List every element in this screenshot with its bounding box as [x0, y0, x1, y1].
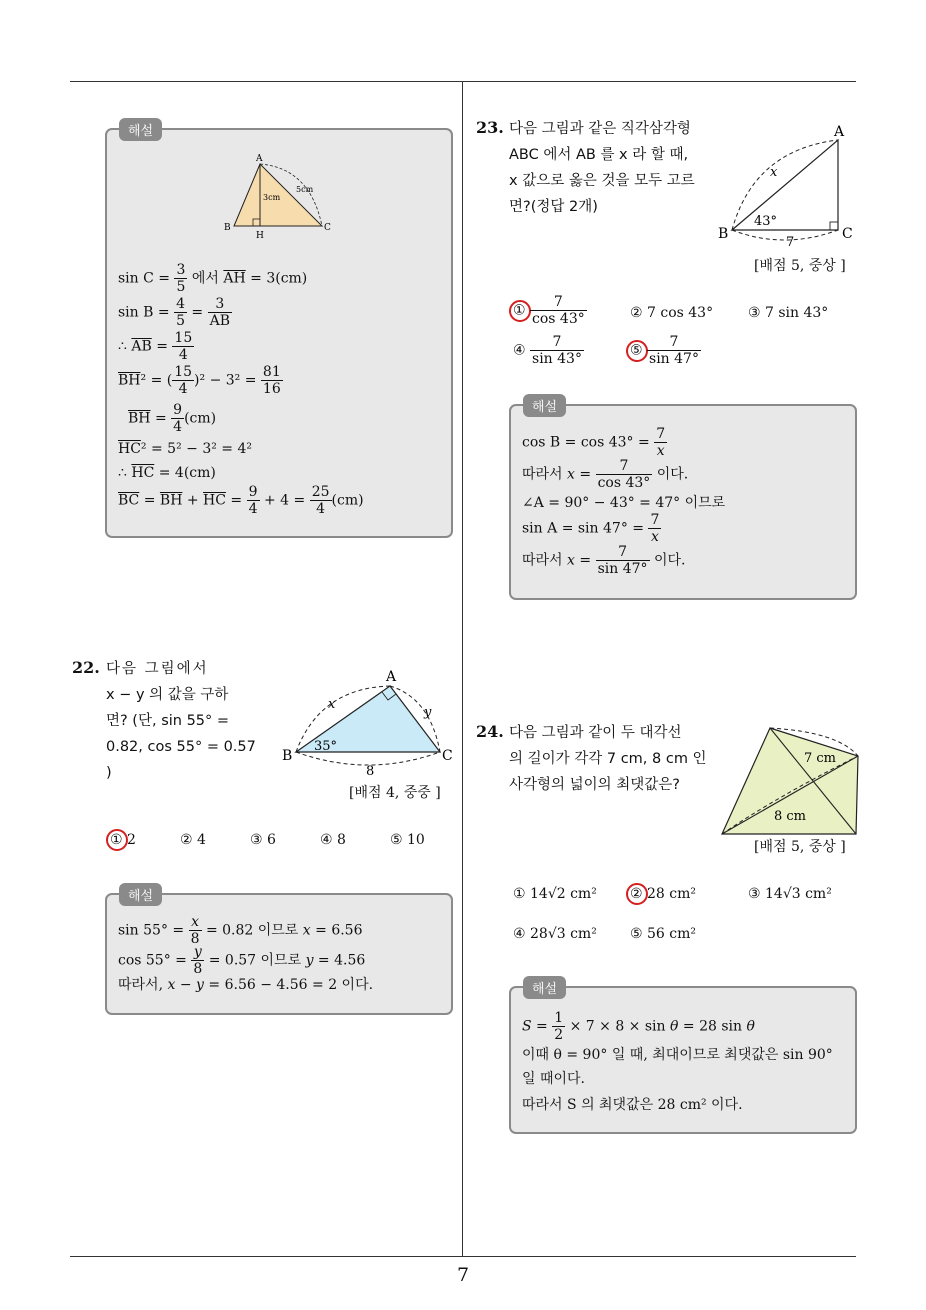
top-rule [70, 81, 856, 82]
q24-quadrilateral-figure [718, 722, 864, 838]
q24-choice-2[interactable]: ② 28 cm² [630, 886, 696, 902]
q24-choice-4[interactable]: ④ 28√3 cm² [513, 926, 597, 942]
q24-number: 24. [476, 722, 504, 741]
q22-choice-1[interactable]: ① 2 [110, 832, 136, 848]
q23-text-line-1: 다음 그림과 같은 직각삼각형 [509, 121, 691, 137]
q22-label-c: C [442, 748, 453, 764]
q22-label-base: 8 [366, 764, 375, 779]
q23-text [509, 116, 709, 220]
q23-text-line-2: ABC 에서 AB 를 x 라 할 때, [509, 147, 689, 163]
q22-sol-line-2: cos 55° = $\frac{y}{8}$ = 0.57 이므로 y = 4.56 [118, 944, 366, 977]
q22-choice-4[interactable]: ④ 8 [320, 832, 346, 848]
q24-sol-line-4: 따라서 S 의 최댓값은 28 cm² 이다. [522, 1097, 743, 1113]
q23-choice-4[interactable]: ④ $\frac{7}{\sin 43^\circ}$ [513, 334, 582, 367]
q22-choice-3[interactable]: ③ 6 [250, 832, 276, 848]
q22-text-line-2: x − y 의 값을 구하 [106, 687, 229, 703]
q22-label-angle: 35° [314, 739, 338, 754]
q21-sol-line-3: ∴ $\overline{AB}$ = $\frac{15}{4}$ [118, 330, 193, 363]
q23-choice-5[interactable]: ⑤ $\frac{7}{\sin 47^\circ}$ [630, 334, 699, 367]
q24-choice-5[interactable]: ⑤ 56 cm² [630, 926, 696, 942]
q23-text-line-3: x 값으로 옳은 것을 모두 고르 [509, 173, 695, 189]
q23-choice-1[interactable]: ① $\frac{7}{\cos 43^\circ}$ [513, 294, 585, 327]
q23-triangle-figure [714, 120, 864, 252]
q24-label-d1: 7 cm [804, 751, 837, 766]
q23-sol-line-1: cos B = cos 43° = $\frac{7}{x}$ [522, 426, 666, 459]
q22-text-line-4: 0.82, cos 55° = 0.57 ) [106, 739, 256, 781]
page-number: 7 [456, 1264, 470, 1286]
q22-text-line-1: 다음 그림에서 [106, 661, 209, 677]
q23-label-c: C [842, 226, 853, 242]
q21-label-a: A [256, 154, 263, 164]
q24-sol-line-3: 일 때이다. [522, 1071, 585, 1087]
q22-points: [배점 4, 중중 ] [349, 785, 441, 801]
q22-sol-line-1: sin 55° = $\frac{x}{8}$ = 0.82 이므로 x = 6.56 [118, 914, 363, 947]
q21-label-b: B [224, 223, 231, 233]
q24-choice-1[interactable]: ① 14√2 cm² [513, 886, 597, 902]
q24-text-line-1: 다음 그림과 같이 두 대각선 [509, 725, 682, 741]
q23-label-x: x [770, 165, 778, 180]
q23-sol-line-5: 따라서 x = $\frac{7}{\sin 47^\circ}$ 이다. [522, 544, 686, 577]
q23-choice-2[interactable]: ② 7 cos 43° [630, 305, 714, 321]
q21-label-ac: 5cm [296, 185, 314, 194]
q24-points: [배점 5, 중상 ] [754, 839, 846, 855]
q24-label-d2: 8 cm [774, 809, 807, 824]
q21-sol-line-4: $\overline{BH}^2$ = ( $\frac{15}{4}$ )² − 3² = $\frac{81}{16}$ [118, 364, 281, 397]
q23-choice-3[interactable]: ③ 7 sin 43° [748, 305, 829, 321]
q23-text-line-4: 면?(정답 2개) [509, 199, 598, 215]
q21-label-c: C [324, 223, 331, 233]
q22-number: 22. [72, 658, 100, 677]
q24-sol-line-2: 이때 θ = 90° 일 때, 최대이므로 최댓값은 sin 90° [522, 1047, 833, 1063]
bottom-rule [70, 1256, 856, 1257]
q21-sol-line-8: $\overline{BC} = \overline{BH} + \overline{HC}$ = $\frac{9}{4}$ + 4 = $\frac{25}{4}$ (cm) [118, 484, 364, 517]
q21-sol-line-5: $\overline{BH}$ = $\frac{9}{4}$ (cm) [128, 402, 217, 435]
q21-solution-tag: 해설 [119, 118, 162, 141]
q21-label-h: H [256, 231, 264, 240]
q21-sol-line-6: $\overline{HC}^2 = 5^2 - 3^2 = 4^2$ [118, 441, 252, 457]
q22-sol-line-3: 따라서, x − y = 6.56 − 4.56 = 2 이다. [118, 977, 374, 993]
q21-sol-line-1: sin C = $\frac{3}{5}$ 에서 $\overline{AH} = 3(cm)$ [118, 262, 308, 295]
q21-triangle-figure [220, 150, 340, 240]
q23-points: [배점 5, 중상 ] [754, 258, 846, 274]
q24-solution-tag: 해설 [523, 976, 566, 999]
q23-sol-line-3: ∠A = 90° − 43° = 47° 이므로 [522, 495, 726, 511]
q23-number: 23. [476, 118, 504, 137]
q23-label-b: B [718, 226, 729, 242]
q23-label-a: A [834, 124, 845, 140]
q23-solution-tag: 해설 [523, 394, 566, 417]
q24-text [509, 720, 709, 798]
q22-label-a: A [386, 669, 397, 685]
q24-choice-3[interactable]: ③ 14√3 cm² [748, 886, 832, 902]
q22-label-x: x [328, 697, 336, 712]
column-divider [462, 82, 463, 1256]
q23-sol-line-2: 따라서 x = $\frac{7}{\cos 43^\circ}$ 이다. [522, 458, 689, 491]
q21-sol-line-7: ∴ $\overline{HC} = 4(cm)$ [118, 465, 216, 481]
q23-label-base: 7 [786, 235, 795, 250]
q24-text-line-3: 사각형의 넓이의 최댓값은? [509, 777, 680, 793]
q22-label-y: y [424, 705, 432, 720]
q24-text-line-2: 의 길이가 각각 7 cm, 8 cm 인 [509, 751, 707, 767]
q24-sol-line-1: S = $\frac{1}{2}$ × 7 × 8 × sin θ = 28 sin θ [522, 1010, 755, 1043]
q22-solution-tag: 해설 [119, 883, 162, 906]
q23-sol-line-4: sin A = sin 47° = $\frac{7}{x}$ [522, 512, 660, 545]
q22-choice-5[interactable]: ⑤ 10 [390, 832, 425, 848]
q21-label-ah: 3cm [263, 193, 281, 202]
q23-label-angle: 43° [754, 214, 778, 229]
q22-text [106, 656, 266, 786]
q21-sol-line-2: sin B = $\frac{4}{5}$ = $\frac{3}{AB}$ [118, 296, 231, 329]
q22-text-line-3: 면? (단, sin 55° = [106, 713, 230, 729]
q22-label-b: B [282, 748, 293, 764]
q22-choice-2[interactable]: ② 4 [180, 832, 206, 848]
q22-triangle-figure [280, 668, 460, 780]
